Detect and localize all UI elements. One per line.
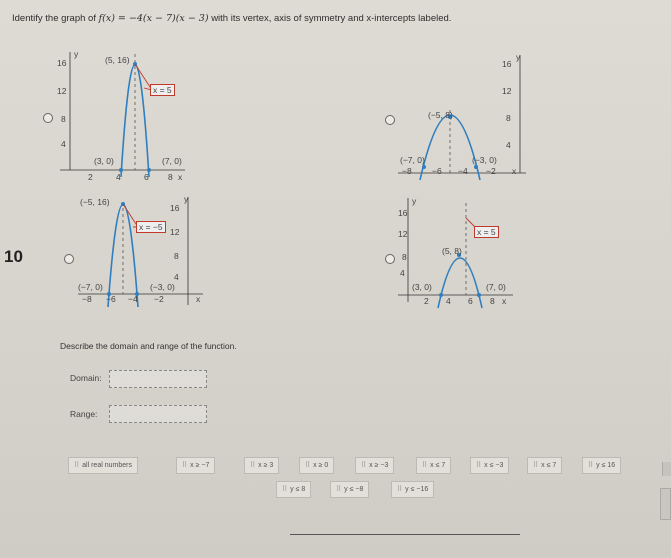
c-xtick-neg8: −8 [82,294,92,304]
a-xtick-4: 4 [116,172,121,182]
graph-option-a [57,49,190,182]
token-y-le-8[interactable]: ⠿ y ≤ 8 [276,481,311,498]
d-axis-label: x = 5 [474,226,499,238]
token-x-le-7[interactable]: ⠿ x ≤ 7 [416,457,451,474]
d-ytick-12: 12 [398,229,408,239]
d-xtick-8: 8 [490,296,495,306]
d-ytick-8: 8 [402,252,407,262]
b-vertex-label: (−5, 8) [428,110,453,120]
b-right-intercept: (−3, 0) [472,155,497,165]
drag-handle-icon: ⠿ [476,462,482,469]
side-scroll-handle[interactable] [662,462,671,476]
b-xtick-neg4: −4 [458,166,468,176]
drag-handle-icon: ⠿ [182,462,188,469]
d-ylabel: y [412,196,417,206]
drag-handle-icon: ⠿ [250,462,256,469]
describe-instruction: Describe the domain and range of the function. [60,341,237,351]
d-vertex-label: (5, 8) [442,246,462,256]
token-y-le-16[interactable]: ⠿ y ≤ 16 [582,457,621,474]
bottom-divider [290,534,520,535]
a-right-intercept: (7, 0) [162,156,182,166]
graph-option-d [398,198,518,313]
a-ytick-4: 4 [61,139,66,149]
b-left-intercept: (−7, 0) [400,155,425,165]
b-ytick-8: 8 [506,113,511,123]
prompt-after: with its vertex, axis of symmetry and x-intercepts labeled. [211,13,452,24]
drag-handle-icon: ⠿ [74,462,80,469]
d-xtick-6: 6 [468,296,473,306]
drag-handle-icon: ⠿ [282,486,288,493]
d-left-intercept: (3, 0) [412,282,432,292]
token-x-le-neg3[interactable]: ⠿ x ≤ −3 [470,457,509,474]
b-ytick-4: 4 [506,140,511,150]
a-left-intercept: (3, 0) [94,156,114,166]
option-b-radio[interactable] [385,115,395,125]
token-x-ge-neg3[interactable]: ⠿ x ≥ −3 [355,457,394,474]
c-vertex-label: (−5, 16) [80,197,110,207]
drag-handle-icon: ⠿ [336,486,342,493]
side-scroll-track[interactable] [660,488,671,520]
c-ytick-12: 12 [170,227,180,237]
drag-handle-icon: ⠿ [422,462,428,469]
token-x-ge-0[interactable]: ⠿ x ≥ 0 [299,457,334,474]
a-ytick-12: 12 [57,86,67,96]
b-xlabel: x [512,166,517,176]
prompt-before: Identify the graph of [12,13,96,24]
b-xtick-neg2: −2 [486,166,496,176]
a-ytick-16: 16 [57,58,67,68]
token-x-le-7-b[interactable]: ⠿ x ≤ 7 [527,457,562,474]
d-xtick-2: 2 [424,296,429,306]
option-d-radio[interactable] [385,254,395,264]
a-xtick-8: 8 [168,172,173,182]
b-xtick-neg8: −8 [402,166,412,176]
a-xtick-2: 2 [88,172,93,182]
token-y-le-neg16[interactable]: ⠿ y ≤ −16 [391,481,434,498]
token-all-real-numbers[interactable]: ⠿ all real numbers [68,457,138,474]
d-right-intercept: (7, 0) [486,282,506,292]
c-xtick-neg2: −2 [154,294,164,304]
option-c-radio[interactable] [64,254,74,264]
question-number: 10 [4,247,23,266]
question-prompt [12,13,451,24]
d-ytick-16: 16 [398,208,408,218]
a-vertex-label: (5, 16) [105,55,130,65]
a-ylabel: y [74,49,79,59]
c-right-intercept: (−3, 0) [150,282,175,292]
d-ytick-4: 4 [400,268,405,278]
a-axis-label: x = 5 [150,84,175,96]
option-a-radio[interactable] [43,113,53,123]
drag-handle-icon: ⠿ [361,462,367,469]
d-xtick-4: 4 [446,296,451,306]
c-ytick-16: 16 [170,203,180,213]
graph-option-c [78,194,208,317]
d-xlabel: x [502,296,507,306]
domain-label: Domain: [70,373,102,383]
drag-handle-icon: ⠿ [397,486,403,493]
drag-handle-icon: ⠿ [588,462,594,469]
range-drop-box[interactable] [109,405,207,423]
graph-option-b [398,52,528,185]
prompt-function: f(x) = −4(x − 7)(x − 3) [98,13,209,24]
a-xtick-6: 6 [144,172,149,182]
b-ytick-16: 16 [502,59,512,69]
c-axis-label: x = −5 [136,221,166,233]
b-ylabel: y [516,52,521,62]
range-label: Range: [70,409,98,419]
c-xlabel: x [196,294,201,304]
c-xtick-neg4: −4 [128,294,138,304]
c-xtick-neg6: −6 [106,294,116,304]
drag-handle-icon: ⠿ [533,462,539,469]
c-ytick-4: 4 [174,272,179,282]
drag-handle-icon: ⠿ [305,462,311,469]
a-ytick-8: 8 [61,114,66,124]
a-xlabel: x [178,172,183,182]
token-y-le-neg8[interactable]: ⠿ y ≤ −8 [330,481,369,498]
b-xtick-neg6: −6 [432,166,442,176]
b-ytick-12: 12 [502,86,512,96]
token-x-ge-neg7[interactable]: ⠿ x ≥ −7 [176,457,215,474]
c-left-intercept: (−7, 0) [78,282,103,292]
token-x-ge-3[interactable]: ⠿ x ≥ 3 [244,457,279,474]
domain-drop-box[interactable] [109,370,207,388]
c-ylabel: y [184,194,189,204]
c-ytick-8: 8 [174,251,179,261]
